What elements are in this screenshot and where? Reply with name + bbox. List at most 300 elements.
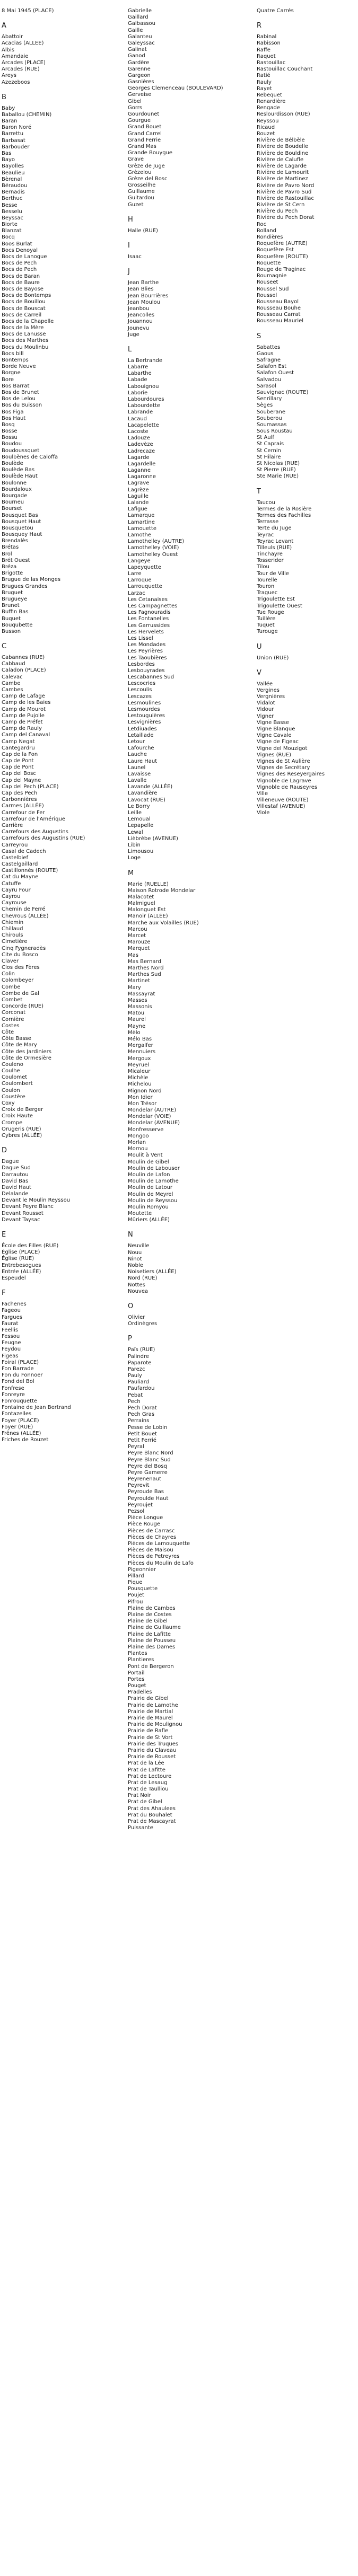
street-item[interactable]: Bocs de Bayose	[2, 286, 43, 292]
street-item[interactable]: Galbassou	[128, 21, 156, 27]
street-item[interactable]: Letaillade	[128, 732, 154, 738]
street-item[interactable]: Michèle	[128, 1075, 149, 1081]
street-item[interactable]: Barbouder	[2, 144, 30, 150]
street-item[interactable]: Vignes (RUE)	[257, 752, 292, 758]
street-item[interactable]: Perrains	[128, 1418, 150, 1424]
street-item[interactable]: Grand Carrel	[128, 130, 162, 137]
street-item[interactable]: Cayrou	[2, 894, 21, 899]
street-item[interactable]: Bos de Brunet	[2, 389, 39, 395]
street-item[interactable]: Prat Noir	[128, 1793, 151, 1799]
street-item[interactable]: Cap del Pech (PLACE)	[2, 783, 59, 790]
street-item[interactable]: St Hilaire	[257, 454, 281, 460]
street-item[interactable]: Mignon Nord	[128, 1088, 162, 1094]
street-item[interactable]: Ninot	[128, 1256, 142, 1262]
street-item[interactable]: Fageou	[2, 1308, 21, 1314]
street-item[interactable]: Béraudou	[2, 182, 28, 189]
street-item[interactable]: Paparote	[128, 1360, 152, 1366]
street-item[interactable]: Carbonnières	[2, 797, 37, 803]
street-item[interactable]: Mondelar (AVENUE)	[128, 1120, 180, 1126]
street-item[interactable]: Mon Idier	[128, 1094, 153, 1100]
street-item[interactable]: Grèze de Juge	[128, 163, 165, 169]
street-item[interactable]: Bocs du Moulinbu	[2, 344, 49, 350]
street-item[interactable]: Prairie de Lamothe	[128, 1702, 178, 1708]
street-item[interactable]: Moulin de Meyrel	[128, 1191, 173, 1197]
street-item[interactable]: Pigeonnier	[128, 1566, 156, 1573]
street-item[interactable]: Pousquette	[128, 1586, 158, 1592]
street-item[interactable]: Plaine des Dames	[128, 1644, 176, 1650]
street-item[interactable]: Entrebesogues	[2, 1262, 41, 1268]
street-item[interactable]: Lescocries	[128, 681, 156, 687]
street-item[interactable]: Lagardelle	[128, 461, 156, 467]
street-item[interactable]: École des Filles (RUE)	[2, 1243, 59, 1249]
street-item[interactable]: Ville	[257, 790, 268, 797]
street-item[interactable]: Camp de les Baies	[2, 700, 51, 706]
street-item[interactable]: Cap del Mayne	[2, 777, 41, 783]
street-item[interactable]: Mergoux	[128, 1055, 151, 1062]
street-item[interactable]: Lavandière	[128, 790, 158, 797]
street-item[interactable]: Pifrou	[128, 1599, 143, 1605]
street-item[interactable]: Devant le Moulin Reyssou	[2, 1197, 71, 1204]
street-item[interactable]: Bocs de Baran	[2, 273, 40, 279]
street-item[interactable]: Catuffe	[2, 880, 21, 887]
street-item[interactable]: Gargeon	[128, 72, 151, 78]
street-item[interactable]: Cite du Bosco	[2, 951, 38, 958]
street-item[interactable]: Tinchayre	[257, 551, 283, 558]
street-item[interactable]: Bocs de la Chapelle	[2, 318, 54, 324]
street-item[interactable]: Brigotte	[2, 570, 23, 577]
street-item[interactable]: Termes des Fachilles	[257, 512, 311, 518]
street-item[interactable]: Marouze	[128, 939, 151, 946]
street-item[interactable]: Bas	[2, 151, 12, 156]
street-item[interactable]: Fon du Fonnoer	[2, 1372, 43, 1379]
street-item[interactable]: Bocs Denoyal	[2, 247, 38, 253]
street-item[interactable]: Sauvignac (ROUTE)	[257, 389, 309, 395]
street-item[interactable]: Foiral (PLACE)	[2, 1359, 39, 1365]
street-item[interactable]: Bouqubette	[2, 622, 33, 628]
street-item[interactable]: Vignoble de Rauseyres	[257, 784, 318, 790]
street-item[interactable]: Fonreyre	[2, 1391, 25, 1398]
street-item[interactable]: Areys	[2, 73, 17, 79]
street-item[interactable]: Cayru Four	[2, 887, 31, 893]
street-item[interactable]: Quatre Carrés	[257, 8, 294, 14]
street-item[interactable]: Colin	[2, 971, 15, 977]
street-item[interactable]: Lamartine	[128, 519, 155, 525]
street-item[interactable]: Nottes	[128, 1282, 145, 1288]
street-item[interactable]: Bocs de Pech	[2, 260, 37, 267]
street-item[interactable]: Portes	[128, 1676, 145, 1682]
street-item[interactable]: Prat de Taulliou	[128, 1786, 169, 1793]
street-item[interactable]: Plaine de Costes	[128, 1612, 172, 1618]
street-item[interactable]: Rivière de Pavro Sud	[257, 189, 312, 195]
street-item[interactable]: Prairie de Rafle	[128, 1728, 169, 1734]
street-item[interactable]: Gourdounet	[128, 111, 160, 117]
street-item[interactable]: Jounevu	[128, 325, 150, 331]
street-item[interactable]: Bosq	[2, 421, 15, 428]
street-item[interactable]: Couleno	[2, 1061, 23, 1068]
street-item[interactable]: Maurel	[128, 1017, 146, 1023]
street-item[interactable]: Rastouillac	[257, 59, 286, 66]
street-item[interactable]: Païs (RUE)	[128, 1347, 155, 1353]
street-item[interactable]: Morlan	[128, 1140, 146, 1145]
street-item[interactable]: Sabattes	[257, 344, 281, 350]
street-item[interactable]: Espeudel	[2, 1275, 26, 1281]
street-item[interactable]: Figeas	[2, 1353, 19, 1359]
street-item[interactable]: Pièces de Chayres	[128, 1534, 177, 1540]
street-item[interactable]: Carrière	[2, 822, 23, 828]
street-item[interactable]: Pièces du Moulin de Lafo	[128, 1560, 194, 1566]
street-item[interactable]: Galinat	[128, 47, 147, 53]
street-item[interactable]: Laguille	[128, 493, 149, 499]
street-item[interactable]: Tilleuls (RUE)	[257, 544, 292, 551]
street-item[interactable]: Garenne	[128, 66, 151, 72]
street-item[interactable]: Labourdoures	[128, 396, 164, 402]
street-item[interactable]: Rivière de Rastouillac	[257, 195, 314, 201]
street-item[interactable]: Rivière de Boudelle	[257, 144, 309, 150]
street-item[interactable]: Rivière de Calufle	[257, 156, 304, 163]
street-item[interactable]: Galanteu	[128, 33, 152, 40]
street-item[interactable]: Lièbrèbe (AVENUE)	[128, 835, 178, 842]
street-item[interactable]: Crompe	[2, 1119, 23, 1126]
street-item[interactable]: Combe	[2, 984, 21, 990]
street-item[interactable]: Jean Blies	[128, 286, 154, 293]
street-item[interactable]: Beyssac	[2, 215, 23, 221]
street-item[interactable]: Prat de Lafitte	[128, 1767, 165, 1773]
street-item[interactable]: Lamothe	[128, 532, 151, 538]
street-item[interactable]: Bousquey Haut	[2, 532, 42, 538]
street-item[interactable]: Langeye	[128, 558, 151, 564]
street-item[interactable]: Ste Marie (RUE)	[257, 473, 299, 480]
street-item[interactable]: Rengade	[257, 105, 280, 111]
street-item[interactable]: Micaleur	[128, 1068, 151, 1074]
street-item[interactable]: Coulombert	[2, 1081, 33, 1087]
street-item[interactable]: Rivière de Lagarde	[257, 163, 307, 169]
street-item[interactable]: Labouignou	[128, 383, 159, 390]
street-item[interactable]: Jeanbou	[128, 305, 150, 312]
street-item[interactable]: Cambe	[2, 680, 21, 686]
street-item[interactable]: Neuville	[128, 1243, 150, 1249]
street-item[interactable]: Barrettu	[2, 131, 24, 137]
street-item[interactable]: Tourelle	[257, 577, 277, 583]
street-item[interactable]: Meyruel	[128, 1062, 150, 1068]
street-item[interactable]: Les Peyrières	[128, 648, 163, 655]
street-item[interactable]: Cabbaud	[2, 661, 25, 667]
street-item[interactable]: Peyre del Bosq	[128, 1463, 167, 1469]
street-item[interactable]: Guillaume	[128, 189, 155, 195]
street-item[interactable]: Sarasol	[257, 383, 276, 389]
street-item[interactable]: Lesbordes	[128, 661, 155, 667]
street-item[interactable]: Martinet	[128, 978, 150, 984]
street-item[interactable]: Villeneuve (ROUTE)	[257, 797, 309, 804]
street-item[interactable]: Grande Bouygue	[128, 150, 173, 156]
street-item[interactable]: Camp de Préfet	[2, 719, 43, 725]
street-item[interactable]: Rivière de Bouldine	[257, 150, 309, 156]
street-item[interactable]: Labrande	[128, 409, 153, 416]
street-item[interactable]: Lepapelle	[128, 823, 154, 829]
street-item[interactable]: Juge	[128, 331, 139, 338]
street-item[interactable]: St Nicolas (RUE)	[257, 461, 300, 466]
street-item[interactable]: Soumassas	[257, 421, 287, 428]
street-item[interactable]: Souberou	[257, 415, 282, 421]
street-item[interactable]: Cinq Fygneradès	[2, 945, 46, 951]
street-item[interactable]: Letour	[128, 738, 145, 745]
street-item[interactable]: Michelou	[128, 1081, 152, 1088]
street-item[interactable]: Devant Rousset	[2, 1210, 43, 1216]
street-item[interactable]: Terrasse	[257, 519, 279, 525]
street-item[interactable]: Taucou	[257, 499, 275, 506]
street-item[interactable]: Bocs bill	[2, 350, 24, 357]
street-item[interactable]: Blanzat	[2, 228, 22, 234]
street-item[interactable]: Grave	[128, 156, 144, 163]
street-item[interactable]: Pillard	[128, 1573, 144, 1579]
street-item[interactable]: Renardière	[257, 99, 286, 105]
street-item[interactable]: Plantes	[128, 1651, 147, 1657]
street-item[interactable]: Bourset	[2, 506, 22, 512]
street-item[interactable]: St Cernin	[257, 447, 281, 454]
street-item[interactable]: Plaine de Gibel	[128, 1618, 168, 1625]
street-item[interactable]: Lavande (ALLÉE)	[128, 784, 173, 790]
street-item[interactable]: Combe de Gal	[2, 990, 39, 996]
street-item[interactable]: Rauly	[257, 79, 272, 85]
street-item[interactable]: Camp de Pujolle	[2, 712, 45, 719]
street-item[interactable]: Trigoulette Est	[257, 596, 295, 603]
street-item[interactable]: Cat du Mayne	[2, 874, 39, 880]
street-item[interactable]: Lemoual	[128, 816, 151, 823]
street-item[interactable]: Union (RUE)	[257, 655, 289, 661]
street-item[interactable]: Prat de Lectoure	[128, 1773, 172, 1779]
street-item[interactable]: Senrillary	[257, 396, 282, 402]
street-item[interactable]: Laure Haut	[128, 758, 158, 764]
street-item[interactable]: Guitardou	[128, 195, 154, 201]
street-item[interactable]: Castelgaillard	[2, 861, 38, 868]
street-item[interactable]: Calevac	[2, 674, 23, 680]
street-item[interactable]: Prairie de Gibel	[128, 1696, 169, 1702]
street-item[interactable]: Monfresserve	[128, 1126, 164, 1133]
street-item[interactable]: Prairie de St Vort	[128, 1734, 173, 1741]
street-item[interactable]: Bos Haut	[2, 415, 26, 421]
street-item[interactable]: Feellis	[2, 1327, 19, 1333]
street-item[interactable]: Fargues	[2, 1314, 22, 1320]
street-item[interactable]: Marcou	[128, 926, 147, 932]
street-item[interactable]: Bossu	[2, 435, 18, 441]
street-item[interactable]: Mondelar (AUTRE)	[128, 1107, 177, 1114]
street-item[interactable]: Les Fontanelles	[128, 616, 169, 622]
street-item[interactable]: Reyssou	[257, 118, 279, 124]
street-item[interactable]: Arcades (PLACE)	[2, 59, 46, 66]
street-item[interactable]: Gardère	[128, 59, 150, 66]
street-item[interactable]: Bos de Lelou	[2, 396, 36, 402]
street-item[interactable]: Baballou (CHEMIN)	[2, 111, 52, 118]
street-item[interactable]: Lewal	[128, 829, 143, 835]
street-item[interactable]: Les Cetanaises	[128, 596, 168, 603]
street-item[interactable]: Lalande	[128, 500, 149, 506]
street-item[interactable]: Cybres (ALLÉE)	[2, 1132, 42, 1139]
street-item[interactable]: Bourneu	[2, 499, 24, 506]
street-item[interactable]: Coxy	[2, 1100, 15, 1106]
street-item[interactable]: Foyer (PLACE)	[2, 1417, 39, 1424]
street-item[interactable]: Bocs de la Mère	[2, 325, 44, 331]
street-item[interactable]: Tilou	[257, 564, 269, 570]
street-item[interactable]: Bousquetou	[2, 525, 33, 531]
street-item[interactable]: Noisetiers (ALLÉE)	[128, 1269, 177, 1275]
street-item[interactable]: Brugueye	[2, 596, 28, 602]
street-item[interactable]: Gourgue	[128, 118, 151, 124]
street-item[interactable]: Brugue de las Monges	[2, 577, 61, 583]
street-item[interactable]: Jeancolles	[128, 312, 155, 319]
street-item[interactable]: Côte de Ormesière	[2, 1055, 51, 1061]
street-item[interactable]: Terte du Juge	[257, 525, 292, 532]
street-item[interactable]: Vignoble de Lagrave	[257, 778, 311, 784]
street-item[interactable]: Prat de Mascayrat	[128, 1819, 176, 1824]
street-item[interactable]: Lamothelley (VOIE)	[128, 545, 179, 551]
street-item[interactable]: Parezc	[128, 1366, 145, 1372]
street-item[interactable]: Larre	[128, 571, 142, 577]
street-item[interactable]: Ordinègres	[128, 1321, 158, 1327]
street-item[interactable]: Grèze del Bosc	[128, 175, 168, 182]
street-item[interactable]: Bourgade	[2, 492, 28, 499]
street-item[interactable]: Malonguet Est	[128, 907, 166, 913]
street-item[interactable]: Rouzet	[257, 131, 275, 137]
street-item[interactable]: Faurat	[2, 1320, 19, 1327]
street-item[interactable]: Pièces de Carrasc	[128, 1528, 175, 1534]
street-item[interactable]: Bocs de Bouscat	[2, 305, 46, 312]
street-item[interactable]: St Caprais	[257, 441, 284, 447]
street-item[interactable]: Galeyssac	[128, 40, 155, 46]
street-item[interactable]: Larzac	[128, 590, 145, 596]
street-item[interactable]: Bocs de Carreil	[2, 312, 42, 318]
street-item[interactable]: Pech Gras	[128, 1411, 155, 1418]
street-item[interactable]: Vergnières	[257, 694, 285, 700]
street-item[interactable]: Cambes	[2, 687, 23, 693]
street-item[interactable]: Mas Bernard	[128, 958, 161, 965]
street-item[interactable]: Mennuiers	[128, 1049, 156, 1055]
street-item[interactable]: Brunet	[2, 603, 20, 609]
street-item[interactable]: Libin	[128, 842, 141, 848]
street-item[interactable]: Pièces de Petreyres	[128, 1554, 180, 1560]
street-item[interactable]: Caladon (PLACE)	[2, 667, 46, 674]
street-item[interactable]: Boulède Haut	[2, 473, 38, 480]
street-item[interactable]: Rouseet	[257, 279, 278, 286]
street-item[interactable]: Prairie du Claveau	[128, 1747, 177, 1753]
street-item[interactable]: Rabisson	[257, 40, 281, 47]
street-item[interactable]: Lescabannes Sud	[128, 674, 174, 681]
street-item[interactable]: Tue Rouge	[257, 609, 284, 615]
street-item[interactable]: Côte Basse	[2, 1036, 31, 1042]
street-item[interactable]: Souberane	[257, 409, 286, 415]
street-item[interactable]: Bocs de Lanusse	[2, 331, 46, 338]
street-item[interactable]: Cap de la Fon	[2, 751, 38, 757]
street-item[interactable]: Roquefère (ROUTE)	[257, 253, 308, 260]
street-item[interactable]: Bos Barrat	[2, 383, 30, 389]
street-item[interactable]: Casal de Cadech	[2, 848, 46, 854]
street-item[interactable]: Les Fagnouradis	[128, 610, 171, 616]
street-item[interactable]: Cap de Pont	[2, 758, 34, 764]
street-item[interactable]: Rabinal	[257, 34, 277, 40]
street-item[interactable]: Cap del Bosc	[2, 771, 36, 777]
street-item[interactable]: Lafourche	[128, 745, 154, 752]
street-item[interactable]: Bourdaloux	[2, 486, 32, 492]
street-item[interactable]: Cornière	[2, 1016, 24, 1022]
street-item[interactable]: Marquet	[128, 946, 150, 952]
street-item[interactable]: Busson	[2, 628, 21, 634]
street-item[interactable]: Prairie de Maurel	[128, 1715, 173, 1721]
street-item[interactable]: Bocs de Pech	[2, 267, 37, 273]
street-item[interactable]: Lavalle	[128, 778, 147, 784]
street-item[interactable]: Lamothelley Ouest	[128, 551, 178, 558]
street-item[interactable]: Fon Barrade	[2, 1366, 34, 1372]
street-item[interactable]: Lesbouyrades	[128, 667, 165, 674]
street-item[interactable]: Teyrac Levant	[257, 538, 294, 544]
street-item[interactable]: Mas	[128, 952, 138, 958]
street-item[interactable]: Raffe	[257, 47, 270, 53]
street-item[interactable]: Les Campagnettes	[128, 603, 178, 609]
street-item[interactable]: Camp de Rauly	[2, 726, 42, 732]
street-item[interactable]: Rousseau Carrat	[257, 312, 301, 318]
street-item[interactable]: Carrefours des Augustins (RUE)	[2, 835, 85, 842]
street-item[interactable]: Peyroulde Haut	[128, 1495, 169, 1502]
street-item[interactable]: Boulonne	[2, 480, 27, 486]
street-item[interactable]: Coulhe	[2, 1068, 20, 1074]
street-item[interactable]: Lesmourdes	[128, 707, 160, 712]
street-item[interactable]: Rivière de St Cern	[257, 202, 305, 208]
street-item[interactable]: Bosse	[2, 428, 18, 435]
street-item[interactable]: Église (PLACE)	[2, 1249, 40, 1256]
street-item[interactable]: Rivière de Martinez	[257, 176, 308, 182]
street-item[interactable]: Fontaine de Jean Bertrand	[2, 1405, 71, 1411]
street-item[interactable]: Grosseilhe	[128, 182, 156, 189]
street-item[interactable]: Berthuc	[2, 196, 23, 202]
street-item[interactable]: Palindre	[128, 1353, 149, 1360]
street-item[interactable]: Chemin de Ferré	[2, 906, 46, 913]
street-item[interactable]: Bèrenal	[2, 176, 22, 182]
street-item[interactable]: Pièces de Maisou	[128, 1547, 173, 1554]
street-item[interactable]: Baron Noré	[2, 125, 32, 131]
street-item[interactable]: Cimetière	[2, 939, 28, 945]
street-item[interactable]: Pièces de Lamouquette	[128, 1540, 190, 1547]
street-item[interactable]: Lagaronne	[128, 474, 156, 480]
street-item[interactable]: Tuillère	[257, 615, 276, 622]
street-item[interactable]: Marcet	[128, 933, 146, 939]
street-item[interactable]: Pezsol	[128, 1508, 145, 1514]
street-item[interactable]: Gerveise	[128, 92, 152, 98]
street-item[interactable]: Portail	[128, 1670, 145, 1676]
street-item[interactable]: Prat de Gibel	[128, 1799, 162, 1805]
street-item[interactable]: Mergalfer	[128, 1043, 153, 1049]
street-item[interactable]: Lesvignières	[128, 719, 161, 726]
street-item[interactable]: Rebequet	[257, 92, 282, 98]
street-item[interactable]: Letdiuades	[128, 726, 157, 732]
street-item[interactable]: Labade	[128, 377, 147, 383]
street-item[interactable]: Cayrouse	[2, 900, 27, 906]
street-item[interactable]: Marthes Sud	[128, 972, 161, 978]
street-item[interactable]: Teyrac	[257, 532, 274, 538]
street-item[interactable]: Église (RUE)	[2, 1256, 34, 1262]
street-item[interactable]: Feydou	[2, 1346, 21, 1353]
street-item[interactable]: Cap de Pont	[2, 764, 34, 771]
street-item[interactable]: Delalande	[2, 1191, 29, 1197]
street-item[interactable]: Orugeris (RUE)	[2, 1126, 41, 1132]
street-item[interactable]: Fontazelles	[2, 1411, 32, 1417]
street-item[interactable]: Ratié	[257, 73, 270, 79]
street-item[interactable]: Camp del Canaval	[2, 732, 50, 738]
street-item[interactable]: Malacotet	[128, 894, 154, 900]
street-item[interactable]: Massonis	[128, 1004, 152, 1010]
street-item[interactable]: Lescazes	[128, 693, 152, 700]
street-item[interactable]: Georges Clemenceau (BOULEVARD)	[128, 85, 223, 92]
street-item[interactable]: Carrefour de l'Amérique	[2, 816, 66, 822]
street-item[interactable]: Vigne de Figeac	[257, 739, 299, 745]
street-item[interactable]: Halle (RUE)	[128, 227, 158, 234]
street-item[interactable]: Lavaisse	[128, 771, 151, 777]
